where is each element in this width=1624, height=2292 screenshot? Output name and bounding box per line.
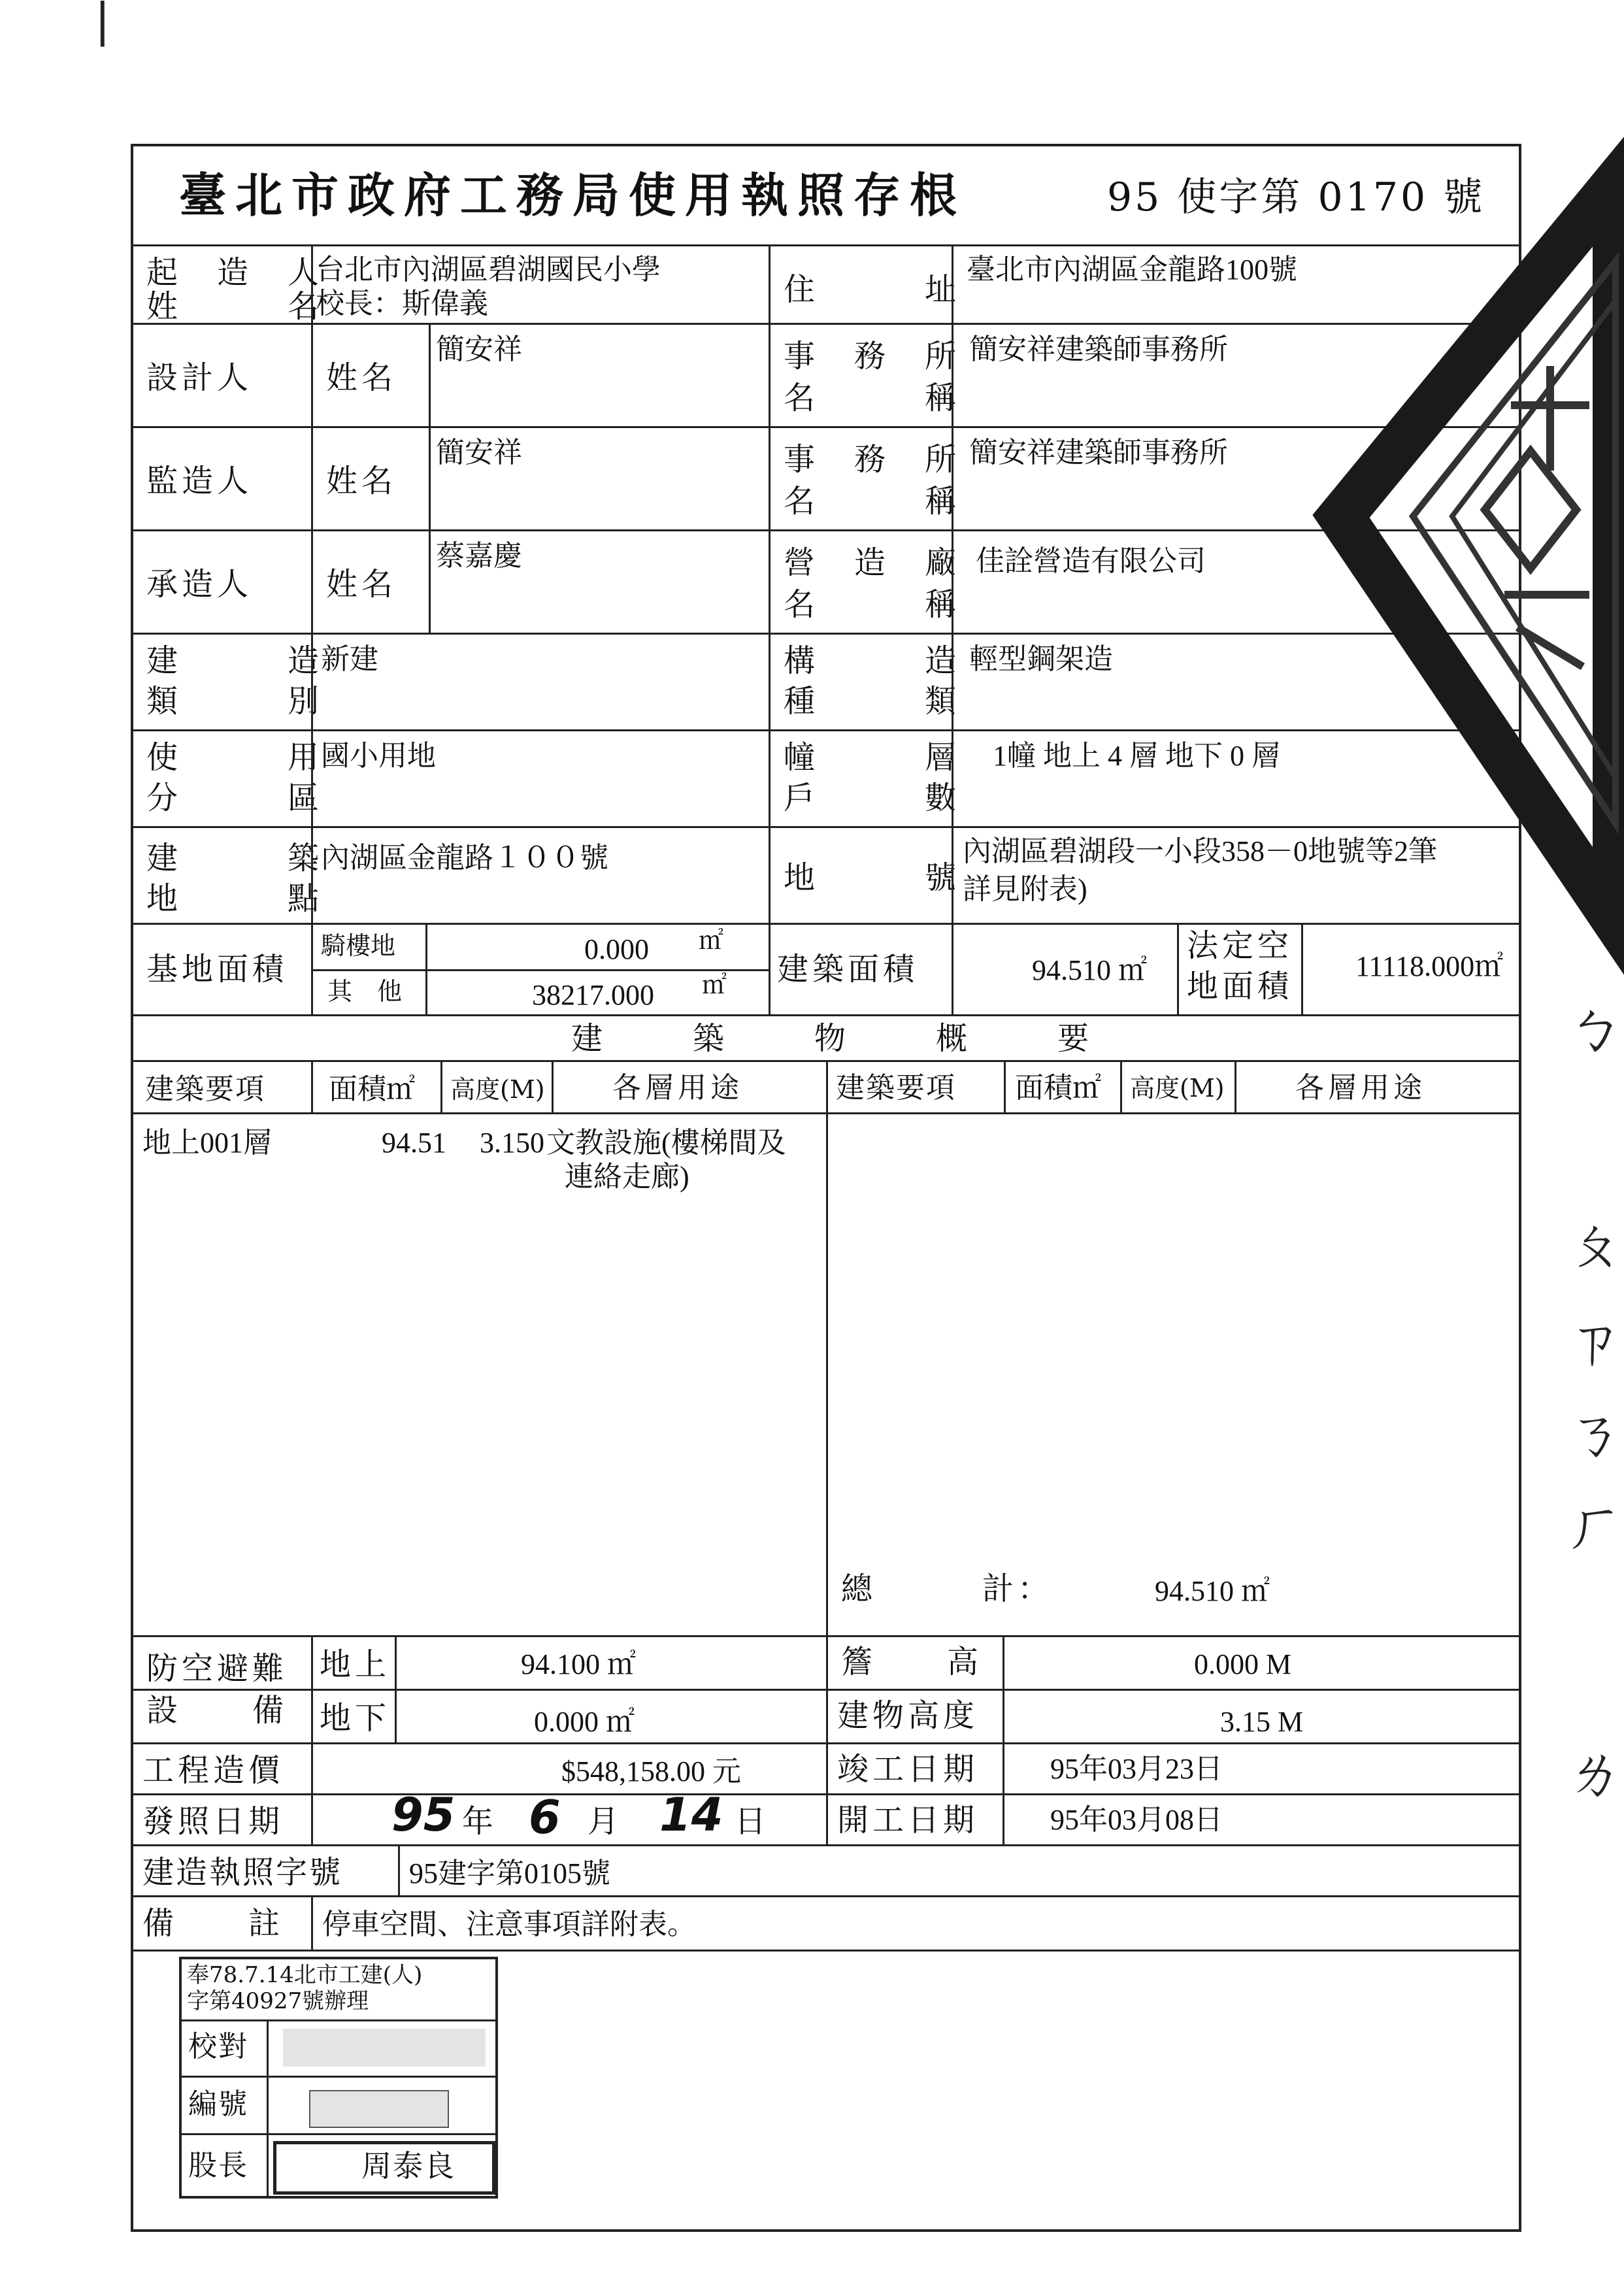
remark-cell [311,1897,1519,1950]
lot-line-1: 內湖區碧湖段一小段358－0地號等2筆 [963,835,1437,867]
contractor-firm-label-cell [769,531,961,635]
row-remark [133,1895,1519,1952]
row-license [133,1844,1519,1897]
hdr-item-right: 建築要項 [836,1071,956,1104]
issue-month-unit: 月 [588,1803,623,1840]
hdr-item-left: 建築要項 [145,1072,265,1106]
shelter-above-label-cell [311,1637,395,1691]
floor-area: 94.51 [382,1127,446,1159]
bldg-area-cell [952,925,1177,1016]
build-type-label-1: 建 造 [146,642,323,679]
floor-use-2: 連絡走廊) [565,1161,689,1193]
shelter-below-label-cell [311,1691,395,1744]
row-summary-headers [133,1060,1519,1114]
issue-cell [311,1788,826,1846]
hdr-use-left: 各層用途 [612,1071,743,1104]
floor-height: 3.150 [480,1127,544,1159]
eave-value: 0.000 M [1194,1648,1292,1680]
official-seal [1315,170,1616,928]
owner-cell [311,246,769,325]
designer-name-cell [429,325,769,428]
done-label: 竣工日期 [837,1751,979,1787]
start-date: 95年03月08日 [1050,1804,1223,1836]
row-site [133,826,1519,925]
license-label: 建造執照字號 [142,1854,343,1891]
row-owner [133,244,1519,325]
open-area-cell [1301,925,1519,1016]
edge-mark-6: ㄌ [1565,1739,1624,1808]
owner-label-1: 起 造 人 [146,254,323,291]
summary-right-cell [826,1114,1519,1637]
zoning-cell [311,731,769,828]
site-area-label: 基地面積 [146,951,288,988]
edge-mark-4: ㄋ [1565,1399,1624,1468]
bldg-height: 3.15 M [1220,1706,1304,1738]
cost-cell [311,1744,826,1795]
designer-name-label-cell [311,325,429,428]
stamp-check-label: 校對 [188,2030,248,2063]
form-title: 臺北市政府工務局使用執照存根 [179,167,967,223]
bldg-area-label-cell [769,925,952,1016]
other-unit: ㎡ [702,971,727,999]
stamp-line-2: 字第40927號辦理 [187,1988,369,2014]
struct-label-2: 種 類 [784,683,961,720]
hdr-height-right: 高度(M) [1130,1074,1225,1103]
remark-value: 停車空間、注意事項詳附表。 [322,1908,696,1940]
row-designer [133,323,1519,428]
floor-item: 地上001層 [142,1127,272,1159]
issue-label: 發照日期 [142,1803,284,1840]
shelter-above: 94.100 ㎡ [521,1648,636,1680]
designer-office-label-1: 事 務 所 [784,338,961,374]
bldg-height-label: 建物高度 [837,1697,979,1734]
row-area [133,923,1519,1016]
done-cell [1003,1744,1519,1795]
supervisor-office-label-cell [769,428,961,531]
row-cost [133,1742,1519,1795]
designer-name: 簡安祥 [436,333,522,365]
other-value: 38217.000 [532,979,654,1011]
row-issue [133,1788,1519,1846]
hdr-use-right-cell [1235,1062,1519,1114]
supervisor-name-cell [429,428,769,531]
owner-principal: 校長：斯偉義 [316,288,488,320]
number-stamp [309,2090,449,2128]
lot-line-2: 詳見附表) [963,873,1087,905]
edge-mark-3: ㄗ [1565,1308,1624,1376]
bldg-height-cell [1003,1691,1519,1744]
eave-label-1: 簷 高 [841,1644,983,1680]
lot-label: 地 號 [784,859,961,896]
other-label: 其 他 [327,977,403,1006]
hdr-area-right-cell [1004,1062,1120,1114]
addr-label: 住 址 [784,271,961,308]
designer-office: 簡安祥建築師事務所 [969,333,1228,365]
arcade-value-cell [425,925,769,1016]
hdr-item-right-cell [826,1062,1004,1114]
issue-year-unit: 年 [462,1803,498,1840]
cost-label: 工程造價 [142,1752,284,1789]
hdr-area-left: 面積㎡ [329,1073,415,1105]
issue-day: 14 [659,1788,723,1842]
open-area-label-2: 地面積 [1187,968,1293,1005]
supervisor-name-label-cell [311,428,429,531]
contractor-name-label-cell [311,531,429,635]
row-supervisor [133,426,1519,531]
struct-type: 輕型鋼架造 [969,643,1113,675]
shelter-above-label: 地上 [320,1646,391,1683]
bldg-area-label: 建築面積 [777,951,919,988]
supervisor-office: 簡安祥建築師事務所 [969,437,1228,469]
build-type-label-2: 類 別 [146,683,323,720]
open-area-label-cell [1177,925,1301,1016]
eave-cell [1003,1637,1519,1691]
supervisor-name-label: 姓名 [326,463,397,499]
supervisor-name: 簡安祥 [436,437,522,469]
license-cell [398,1846,1519,1897]
arcade-value: 0.000 [584,933,649,965]
chief-seal [273,2141,495,2195]
site-label-1: 建 築 [146,840,323,876]
start-label: 開工日期 [837,1802,979,1838]
shelter-below-label: 地下 [320,1700,391,1736]
row-zoning [133,729,1519,828]
lot-label-cell [769,828,961,925]
chief-name: 周泰良 [361,2148,456,2184]
total-value: 94.510 ㎡ [1155,1575,1270,1607]
contractor-name-label: 姓名 [326,566,397,603]
row-summary-heading [133,1014,1519,1062]
build-type-cell [311,635,769,731]
cost-value: $548,158.00 元 [561,1755,741,1787]
zoning-label-2: 分 區 [146,780,323,816]
arcade-unit: ㎡ [699,926,724,955]
floors-value: 1幢 地上 4 層 地下 0 層 [993,740,1280,772]
designer-office-label-2: 名 稱 [784,380,961,416]
floors-label-cell [769,731,961,828]
row-shelter-below [133,1689,1519,1744]
floor-use-1: 文教設施(樓梯間及 [546,1127,786,1159]
edge-mark-2: ㄆ [1565,1210,1624,1278]
contractor-firm-label-1: 營 造 廠 [784,544,961,581]
designer-label: 設計人 [146,359,253,396]
contractor-firm-label-2: 名 稱 [784,586,961,623]
start-label-cell [826,1795,1003,1846]
supervisor-office-label-2: 名 稱 [784,483,961,520]
license-value: 95建字第0105號 [409,1857,610,1889]
hdr-area-left-cell [311,1062,440,1114]
shelter-label-1: 防空避難 [146,1650,288,1687]
supervisor-office-label-1: 事 務 所 [784,441,961,478]
arcade-label: 騎樓地 [321,931,396,960]
struct-label-cell [769,635,961,731]
contractor-label: 承造人 [146,566,253,603]
hdr-use-right: 各層用途 [1295,1071,1426,1104]
designer-name-label: 姓名 [326,359,397,396]
contractor-name-cell [429,531,769,635]
edge-mark-5: ㄏ [1565,1491,1624,1559]
contractor-firm: 佳詮營造有限公司 [976,545,1206,577]
bldg-height-label-cell [826,1691,1003,1744]
owner-name: 台北市內湖區碧湖國民小學 [316,254,661,286]
issue-day-unit: 日 [735,1803,771,1840]
check-stamp-smudge [283,2029,486,2067]
row-build-type [133,633,1519,731]
row-contractor [133,529,1519,635]
row-shelter-above [133,1635,1519,1691]
shelter-label-2: 設 備 [146,1692,288,1729]
done-label-cell [826,1744,1003,1795]
margin-tick: | [95,0,110,47]
stamp-line-1: 奉78.7.14北市工建(人) [187,1962,423,1988]
struct-label-1: 構 造 [784,642,961,679]
site-cell [311,828,769,925]
owner-addr-label-cell [769,246,961,325]
hdr-area-right: 面積㎡ [1015,1072,1101,1104]
owner-label-2: 姓 名 [146,288,323,325]
bldg-area-value: 94.510 ㎡ [1032,954,1147,986]
stamp-divider-2 [182,2076,495,2078]
supervisor-label: 監造人 [146,463,253,499]
hdr-height-left-cell [440,1062,552,1114]
open-area-label-1: 法定空 [1187,927,1293,964]
start-cell [1003,1795,1519,1846]
summary-heading: 建 築 物 概 要 [571,1020,1099,1057]
hdr-height-right-cell [1120,1062,1235,1114]
eave-label-cell [826,1637,1003,1691]
floors-label-1: 幢 層 [784,739,961,776]
remark-label: 備 註 [142,1905,284,1942]
stamp-divider-3 [182,2133,495,2135]
issue-year: 95 [391,1788,456,1842]
stamp-number-label: 編號 [188,2087,248,2121]
zoning-value: 國小用地 [321,740,436,772]
build-type: 新建 [321,643,378,675]
shelter-below-cell [395,1691,826,1744]
approval-stamp [179,1957,498,2199]
floors-label-2: 戶 數 [784,780,961,816]
stamp-chief-label: 股長 [188,2149,248,2182]
stamp-divider-1 [182,2019,495,2021]
zoning-label-1: 使 用 [146,739,323,776]
contractor-name: 蔡嘉慶 [436,540,522,572]
stamp-col-divider [267,2019,269,2196]
permit-number: 95 使字第 0170 號 [1107,174,1485,220]
done-date: 95年03月23日 [1050,1753,1223,1785]
permit-form [131,144,1521,2232]
edge-mark-1: ㄅ [1565,994,1624,1063]
total-label: 總 計： [841,1570,1053,1607]
open-area-value: 11118.000㎡ [1355,950,1504,982]
shelter-above-cell [395,1637,826,1691]
hdr-use-left-cell [552,1062,826,1114]
site-label-2: 地 點 [146,880,323,917]
row-summary-body [133,1112,1519,1637]
shelter-below: 0.000 ㎡ [534,1706,635,1738]
designer-office-label-cell [769,325,961,428]
hdr-height-left: 高度(M) [450,1075,545,1104]
site-value: 內湖區金龍路１００號 [321,842,608,874]
issue-month: 6 [529,1791,561,1844]
owner-address: 臺北市內湖區金龍路100號 [967,254,1297,286]
